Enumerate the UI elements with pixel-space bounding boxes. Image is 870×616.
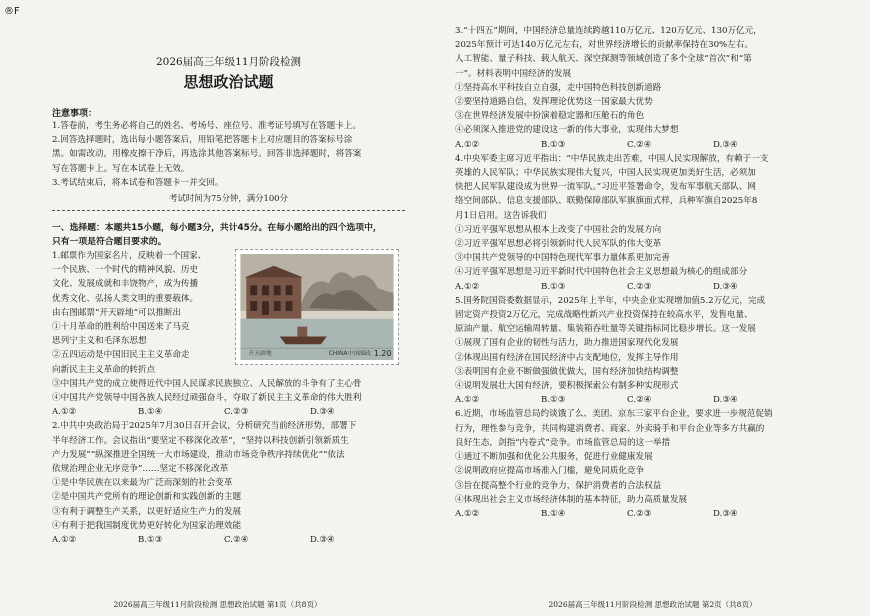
page-footer: 2026届高三年级11月阶段检测 思想政治试题 第1页（共8页） xyxy=(113,600,322,609)
choice-d[interactable]: D.③④ xyxy=(713,508,738,519)
choice-a[interactable]: A.①② xyxy=(52,535,77,546)
q4-line: 英雄的人民军队；中华民族实现伟大复兴，中国人民实现更加美好生活，必须加 xyxy=(455,168,756,179)
choice-d[interactable]: D.③④ xyxy=(310,535,335,546)
q1-line: 1.邮票作为国家名片，反映着一个国家、 xyxy=(52,251,207,262)
q6-line: 良好生态，剑指“内卷式”竞争。市场监管总局的这一举措 xyxy=(455,437,671,448)
section-line: 只有一项是符合题目要求的。 xyxy=(52,237,167,248)
choice-a[interactable]: A.①② xyxy=(455,508,480,519)
exam-title: 2026届高三年级11月阶段检测 xyxy=(155,56,302,68)
q3-line: 3.“十四五”期间，中国经济总量连续跨越110万亿元、120万亿元、130万亿元， xyxy=(455,26,762,36)
section-heading xyxy=(52,221,405,249)
choice-c[interactable]: C.②③ xyxy=(224,407,249,418)
section-line: 一、选择题：本题共15小题，每小题3分，共计45分。在每小题给出的四个选项中， xyxy=(52,223,382,234)
q2-option: ②是中国共产党所有的理论创新和实践创新的主题 xyxy=(52,492,242,503)
q2-line: 依规治理企业无序竞争”……坚定不移深化改革 xyxy=(52,464,229,475)
q3-line: 2025年预计可达140万亿元左右，对世界经济增长的贡献率保持在30%左右。 xyxy=(455,40,754,51)
page-footer: 2026届高三年级11月阶段检测 思想政治试题 第2页（共8页） xyxy=(548,600,757,609)
q1-choices xyxy=(52,405,405,419)
question-5 xyxy=(455,294,852,408)
choice-b[interactable]: B.①③ xyxy=(138,535,163,546)
stamp-value: 1.20 xyxy=(373,349,392,359)
q1-option: ③中国共产党的成立使得近代中国人民谋求民族独立、人民解放的斗争有了主心骨 xyxy=(52,378,362,389)
choice-c[interactable]: C.②④ xyxy=(224,535,249,546)
stamp-country: CHINA中国邮政 xyxy=(328,351,371,358)
q1-line: 文化、发展成就和丰饶物产，成为传播 xyxy=(52,279,199,290)
notes-list xyxy=(52,119,405,190)
corner-mark: ®F xyxy=(4,6,20,17)
q5-line: 固定资产投资2万亿元，完成战略性新兴产业投资保持在较高水平，发售电量、 xyxy=(455,310,753,321)
q5-option: ②体现出国有经济在国民经济中占支配地位，发挥主导作用 xyxy=(455,352,679,363)
q2-option: ①是中华民族在以来最为广泛而深刻的社会变革 xyxy=(52,478,233,489)
q6-line: 行为，理性参与竞争，共同构建消费者、商家、外卖骑手和平台企业等多方共赢的 xyxy=(455,423,765,434)
q4-line: 月1日启用。这告诉我们 xyxy=(455,210,547,221)
q5-option: ④说明发展壮大国有经济，要积极探索公有制多种实现形式 xyxy=(455,381,679,392)
q5-choices xyxy=(455,393,852,407)
stamp-illustration xyxy=(240,254,394,360)
choice-c[interactable]: C.②③ xyxy=(627,508,652,519)
q4-line: 4.中央军委主席习近平指出：“中华民族走出苦难，中国人民实现解放，有赖于一支 xyxy=(455,153,769,164)
q6-option: ④体现出社会主义市场经济体制的基本特征，助力高质量发展 xyxy=(455,494,688,505)
q6-choices xyxy=(455,507,852,521)
note-line: 3.考试结束后，将本试卷和答题卡一并交回。 xyxy=(52,177,224,188)
choice-a[interactable]: A.①② xyxy=(455,139,480,150)
question-1 xyxy=(52,249,405,419)
q3-option: ①坚持高水平科技自立自强，走中国特色科技创新道路 xyxy=(455,82,662,93)
q1-line: 由右图邮票“开天辟地”可以推断出 xyxy=(52,307,182,318)
q6-line: 6.近期，市场监管总局约谈饿了么、美团、京东三家平台企业，要求进一步规范促销 xyxy=(455,409,773,420)
q5-line: 原油产量、航空运输周转量、集装箱吞吐量等关键指标同比稳步增长。这一发展 xyxy=(455,324,756,335)
choice-c[interactable]: C.②④ xyxy=(627,395,652,406)
q1-line: 向新民主主义革命的转折点 xyxy=(52,364,156,375)
notes-heading: 注意事项： xyxy=(52,109,98,119)
q6-option: ②说明政府应提高市场准入门槛，避免同质化竞争 xyxy=(455,466,645,477)
q4-line: 快把人民军队建设成为世界一流军队。”习近平签署命令，发布军事航天部队、网 xyxy=(455,182,756,193)
choice-c[interactable]: C.②④ xyxy=(627,139,652,150)
q1-option: ④中国共产党领导中国各族人民经过顽强奋斗，夺取了新民主主义革命的伟大胜利 xyxy=(52,393,362,404)
q2-option: ③有利于调整生产关系，以更好适应生产力的发展 xyxy=(52,506,242,517)
q5-option: ③表明国有企业不断做强做优做大，国有经济加快结构调整 xyxy=(455,366,679,377)
q3-line: 一”。材料表明中国经济的发展 xyxy=(455,68,572,79)
question-2 xyxy=(52,419,405,547)
q4-option: ②习近平强军思想必将引领新时代人民军队的伟大变革 xyxy=(455,239,662,250)
q2-choices xyxy=(52,533,405,547)
q4-line: 络空间部队、信息支援部队、联勤保障部队军旗旗面式样，兵种军旗自2025年8 xyxy=(455,196,758,207)
q6-option: ③旨在提高整个行业的竞争力，保护消费者的合法权益 xyxy=(455,480,662,491)
note-line: 写在答题卡上。写在本试卷上无效。 xyxy=(52,163,190,174)
note-line: 黑。如需改动，用橡皮擦干净后，再选涂其他答案标号。回答非选择题时，将答案 xyxy=(52,149,362,160)
question-6 xyxy=(455,407,852,521)
q2-line: 半年经济工作。会议指出“要坚定不移深化改革”，“坚持以科技创新引领新质生 xyxy=(52,435,349,446)
choice-d[interactable]: D.③④ xyxy=(713,281,738,292)
exam-subject-title: 思想政治试题 xyxy=(183,73,274,91)
q3-choices xyxy=(455,138,852,152)
q3-line: 人工智能、量子科技、载人航天、深空探测等领域创造了多个全球“首次”和“第 xyxy=(455,54,752,65)
choice-c[interactable]: C.②③ xyxy=(627,281,652,292)
divider xyxy=(52,210,405,211)
stamp-image xyxy=(235,249,399,365)
choice-a[interactable]: A.①② xyxy=(455,281,480,292)
note-line: 1.答卷前，考生务必将自己的姓名、考场号、座位号、准考证号填写在答题卡上。 xyxy=(52,121,361,131)
q4-option: ④习近平强军思想是习近平新时代中国特色社会主义思想最为核心的组成部分 xyxy=(455,267,748,278)
right-page xyxy=(435,0,870,616)
q4-option: ①习近平强军思想从根本上改变了中国社会的发展方向 xyxy=(455,224,662,235)
choice-a[interactable]: A.①② xyxy=(52,407,77,418)
choice-b[interactable]: B.①④ xyxy=(541,508,566,519)
q2-line: 产力发展”“纵深推进全国统一大市场建设，推动市场竞争秩序持续优化”“依法 xyxy=(52,449,345,460)
q1-line: 思列宁主义和毛泽东思想 xyxy=(52,336,147,347)
choice-d[interactable]: D.③④ xyxy=(310,407,335,418)
q2-line: 2.中共中央政治局于2025年7月30日召开会议，分析研究当前经济形势，部署下 xyxy=(52,421,357,432)
question-3 xyxy=(455,24,852,152)
choice-b[interactable]: B.①③ xyxy=(541,281,566,292)
q1-line: 优秀文化、弘扬人类文明的重要载体。 xyxy=(52,293,199,304)
choice-d[interactable]: D.③④ xyxy=(713,395,738,406)
choice-d[interactable]: D.③④ xyxy=(713,139,738,150)
stamp-caption: 开天辟地 xyxy=(248,351,272,358)
q1-line: 一个民族、一个时代的精神风貌、历史 xyxy=(52,265,199,276)
q2-option: ④有利于把我国制度优势更好转化为国家治理效能 xyxy=(52,520,242,531)
q6-option: ①通过不断加强和优化公共服务，促进行业健康发展 xyxy=(455,452,653,463)
q1-line: ①十月革命的胜利给中国送来了马克 xyxy=(52,322,190,333)
q3-option: ②要坚持道路自信，发挥理论优势这一国家最大优势 xyxy=(455,97,653,108)
question-4 xyxy=(455,152,852,294)
note-line: 2.回答选择题时，选出每小题答案后，用铅笔把答题卡上对应题目的答案标号涂 xyxy=(52,135,353,146)
choice-b[interactable]: B.①④ xyxy=(138,407,163,418)
q3-option: ④必须深入推进党的建设这一新的伟大事业，实现伟大梦想 xyxy=(455,125,679,136)
choice-b[interactable]: B.①③ xyxy=(541,395,566,406)
q5-line: 5.国务院国资委数据显示，2025年上半年，中央企业实现增加值5.2万亿元，完成 xyxy=(455,295,766,306)
choice-a[interactable]: A.①② xyxy=(455,395,480,406)
q5-option: ①展现了国有企业的韧性与活力，助力推进国家现代化发展 xyxy=(455,338,679,349)
q1-line: ②五四运动是中国旧民主主义革命走 xyxy=(52,350,190,361)
choice-b[interactable]: B.①③ xyxy=(541,139,566,150)
q4-choices xyxy=(455,280,852,294)
q3-option: ③在世界经济发展中扮演着稳定器和压舱石的角色 xyxy=(455,111,645,122)
q4-option: ③中国共产党领导的中国特色现代军事力量体系更加完善 xyxy=(455,253,670,264)
exam-time: 考试时间为75分钟，满分100分 xyxy=(169,193,288,204)
